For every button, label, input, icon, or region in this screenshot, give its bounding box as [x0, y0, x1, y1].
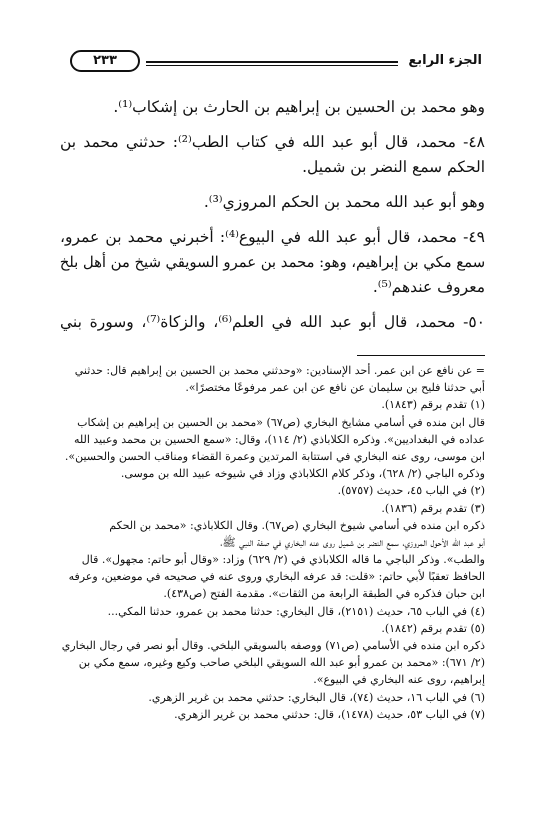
footnote-line: (٧) في الباب ٥٣، حديث (١٤٧٨)، قال: حدثني محمد بن غرير الزهري.	[174, 707, 485, 721]
footnotes	[60, 362, 485, 723]
part-title: الجزء الرابع	[398, 51, 482, 71]
main-line: سمع مكي بن إبراهيم، وهو: محمد بن عمرو السويقي شيخ من أهل بلخ	[59, 254, 485, 271]
footnote-line: ذكره ابن منده في الأسامي (ص٧١) ووصفه بالسويقي البلخي. وقال أبو نصر في رجال البخاري	[61, 639, 485, 652]
footnote-line: أبو عبد الله الأحول المروزي، سمع النضر بن شميل روى عنه البخاري في صفة النبي ﷺ،	[220, 535, 485, 549]
footnote-line: ابن موسى، روى عنه البخاري في استتابة المرتدين وعمرة القضاء ومناقب الحسن والحسين».	[64, 449, 485, 463]
footnote-line: (٢/ ٦٧١): «محمد بن عمرو أبو عبد الله السويقي البلخي صاحب وكيع وغيره، سمع مكي بن	[78, 656, 485, 670]
footnote-line: إبراهيم، روى عنه البخاري في البيوع».	[313, 673, 485, 687]
footnote-separator	[357, 355, 485, 356]
footnote-line: قال ابن منده في أسامي مشايخ البخاري (ص٦٧) «محمد بن الحسين بن إبراهيم بن إشكاب	[77, 415, 485, 429]
footnote-line: (٣) تقدم برقم (١٨٣٦).	[381, 501, 485, 515]
footnote-line: ابن حبان فذكره في الطبقة الرابعة من الثقات». مقدمة الفتح (ص٤٣٨).	[163, 587, 485, 601]
main-line: ٥٠- محمد، قال أبو عبد الله في العلم⁽⁶⁾، والزكاة⁽⁷⁾، وسورة بني	[60, 313, 485, 331]
footnote-line: (٥) تقدم برقم (١٨٤٢).	[381, 621, 485, 635]
main-line: وهو أبو عبد الله محمد بن الحكم المروزي⁽³⁾.	[203, 193, 485, 211]
footnote-line: (٤) في الباب ٦٥، حديث (٢١٥١)، قال البخاري: حدثنا محمد بن عمرو، حدثنا المكي...	[107, 604, 485, 618]
main-line: ٤٩- محمد، قال أبو عبد الله في البيوع⁽⁴⁾: أخبرني محمد بن عمرو،	[60, 228, 485, 246]
page-number-box	[62, 49, 146, 71]
running-header	[62, 52, 482, 76]
footnote-line: (٢) في الباب ٤٥، حديث (٥٧٥٧).	[337, 484, 485, 498]
footnote-line: (٦) في الباب ١٦، حديث (٧٤)، قال البخاري: حدثني محمد بن غرير الزهري.	[148, 690, 485, 704]
main-line: ٤٨- محمد، قال أبو عبد الله في كتاب الطب⁽²⁾: حدثني محمد بن	[60, 133, 485, 151]
footnote-line: أبي حدثنا فليح بن سليمان عن نافع عن ابن عمر مرفوعًا مختصرًا».	[185, 381, 485, 395]
page-number: ٢٣٣	[70, 50, 140, 72]
footnote-line: (١) تقدم برقم (١٨٤٣).	[381, 398, 485, 412]
footnote-line: ذكره ابن منده في أسامي شيوخ البخاري (ص٦٧). وقال الكلاباذي: «محمد بن الحكم	[109, 518, 485, 532]
footnote-line: = عن نافع عن ابن عمر. أحد الإسنادين: «وحدثني محمد بن الحسين بن إبراهيم قال: حدثني	[74, 364, 485, 377]
footnote-line: والطب». وذكر الباجي ما قاله الكلاباذي في (٢/ ٦٢٩) وزاد: «وقال أبو حاتم: مجهول». قال	[81, 553, 485, 567]
main-line: وهو محمد بن الحسين بن إبراهيم بن الحارث بن إشكاب⁽¹⁾.	[113, 98, 485, 116]
main-line: الحكم سمع النضر بن شميل.	[302, 158, 485, 176]
footnote-line: عداده في البغداديين». وذكره الكلاباذي (٢/ ١١٤)، وقال: «سمع الحسين بن محمد وعبيد الله	[73, 432, 485, 446]
footnote-line: وذكره الباجي (٢/ ٦٢٨)، وذكر كلام الكلاباذي وزاد في شيوخه عبيد الله بن موسى.	[120, 467, 485, 481]
main-text	[60, 95, 485, 335]
footnote-line: الحافظ تعقبًا لأبي حاتم: «قلت: قد عرفه البخاري وروى عنه في صحيحه في موضعين، وعرفه	[68, 570, 485, 584]
main-line: معروف عندهم⁽⁵⁾.	[372, 278, 485, 296]
